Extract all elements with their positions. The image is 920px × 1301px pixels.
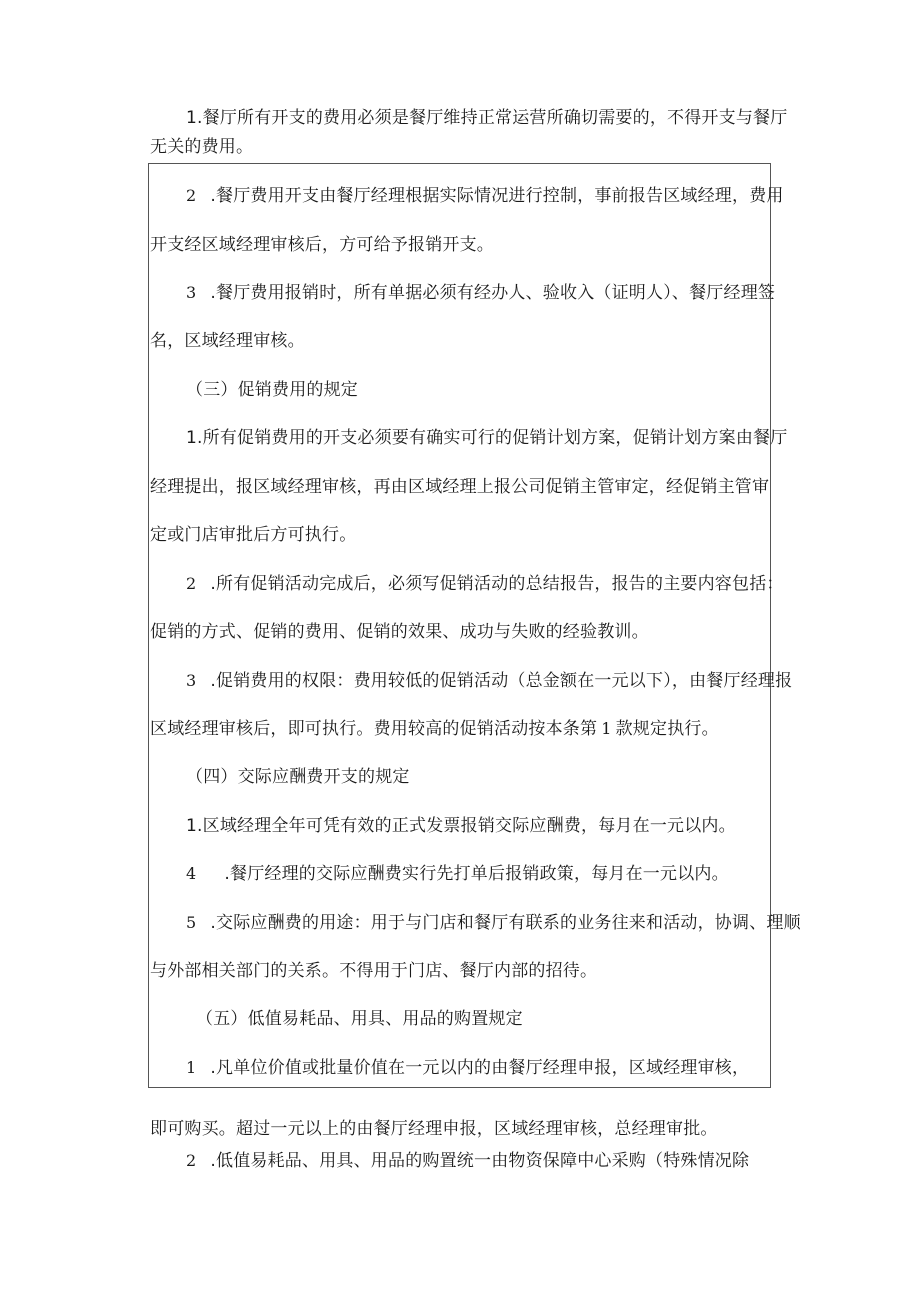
item-number: 2 <box>186 186 197 205</box>
item-number: 1 <box>186 1058 197 1077</box>
item-3-line-2: 名，区域经理审核。 <box>150 331 305 351</box>
item-2-line-1: 2 .餐厅费用开支由餐厅经理根据实际情况进行控制，事前报告区域经理，费用 <box>186 186 784 206</box>
heading-purchase: （五）低值易耗品、用具、用品的购置规定 <box>196 1009 523 1029</box>
item-number: 4 <box>186 864 197 883</box>
intro-line-1: 1.餐厅所有开支的费用必须是餐厅维持正常运营所确切需要的，不得开支与餐厅 <box>186 108 788 128</box>
item-number: 5 <box>186 913 197 932</box>
heading-social: （四）交际应酬费开支的规定 <box>186 767 410 787</box>
item-number: 2 <box>186 574 197 593</box>
intro-line-2: 无关的费用。 <box>150 137 254 157</box>
promo-1-line-2: 经理提出，报区域经理审核，再由区域经理上报公司促销主管审定，经促销主管审 <box>150 477 770 497</box>
social-4: 4 .餐厅经理的交际应酬费实行先打单后报销政策，每月在一元以内。 <box>186 864 729 884</box>
buy-1-line-2: 即可购买。超过一元以上的由餐厅经理申报，区域经理审核，总经理审批。 <box>150 1119 718 1139</box>
social-5-line-1: 5 .交际应酬费的用途：用于与门店和餐厅有联系的业务往来和活动，协调、理顺 <box>186 913 801 933</box>
promo-1-line-3: 定或门店审批后方可执行。 <box>150 525 357 545</box>
item-3-line-1: 3 .餐厅费用报销时，所有单据必须有经办人、验收入（证明人）、餐厅经理签 <box>186 283 776 303</box>
item-number: 3 <box>186 671 197 690</box>
buy-1-line-1: 1 .凡单位价值或批量价值在一元以内的由餐厅经理申报，区域经理审核， <box>186 1058 750 1078</box>
promo-1-line-1: 1.所有促销费用的开支必须要有确实可行的促销计划方案，促销计划方案由餐厅 <box>186 428 788 448</box>
promo-3-line-1: 3 .促销费用的权限：费用较低的促销活动（总金额在一元以下），由餐厅经理报 <box>186 671 793 691</box>
item-2-line-2: 开支经区域经理审核后，方可给予报销开支。 <box>150 235 494 255</box>
social-5-line-2: 与外部相关部门的关系。不得用于门店、餐厅内部的招待。 <box>150 961 598 981</box>
heading-promotion: （三）促销费用的规定 <box>186 380 358 400</box>
item-number: 2 <box>186 1151 197 1170</box>
social-1: 1.区域经理全年可凭有效的正式发票报销交际应酬费，每月在一元以内。 <box>186 816 736 836</box>
promo-2-line-1: 2 .所有促销活动完成后，必须写促销活动的总结报告，报告的主要内容包括： <box>186 574 784 594</box>
promo-3-line-2: 区域经理审核后，即可执行。费用较高的促销活动按本条第 1 款规定执行。 <box>150 719 719 739</box>
buy-2-line-1: 2 .低值易耗品、用具、用品的购置统一由物资保障中心采购（特殊情况除 <box>186 1151 750 1171</box>
item-number: 3 <box>186 283 197 302</box>
promo-2-line-2: 促销的方式、促销的费用、促销的效果、成功与失败的经验教训。 <box>150 622 649 642</box>
